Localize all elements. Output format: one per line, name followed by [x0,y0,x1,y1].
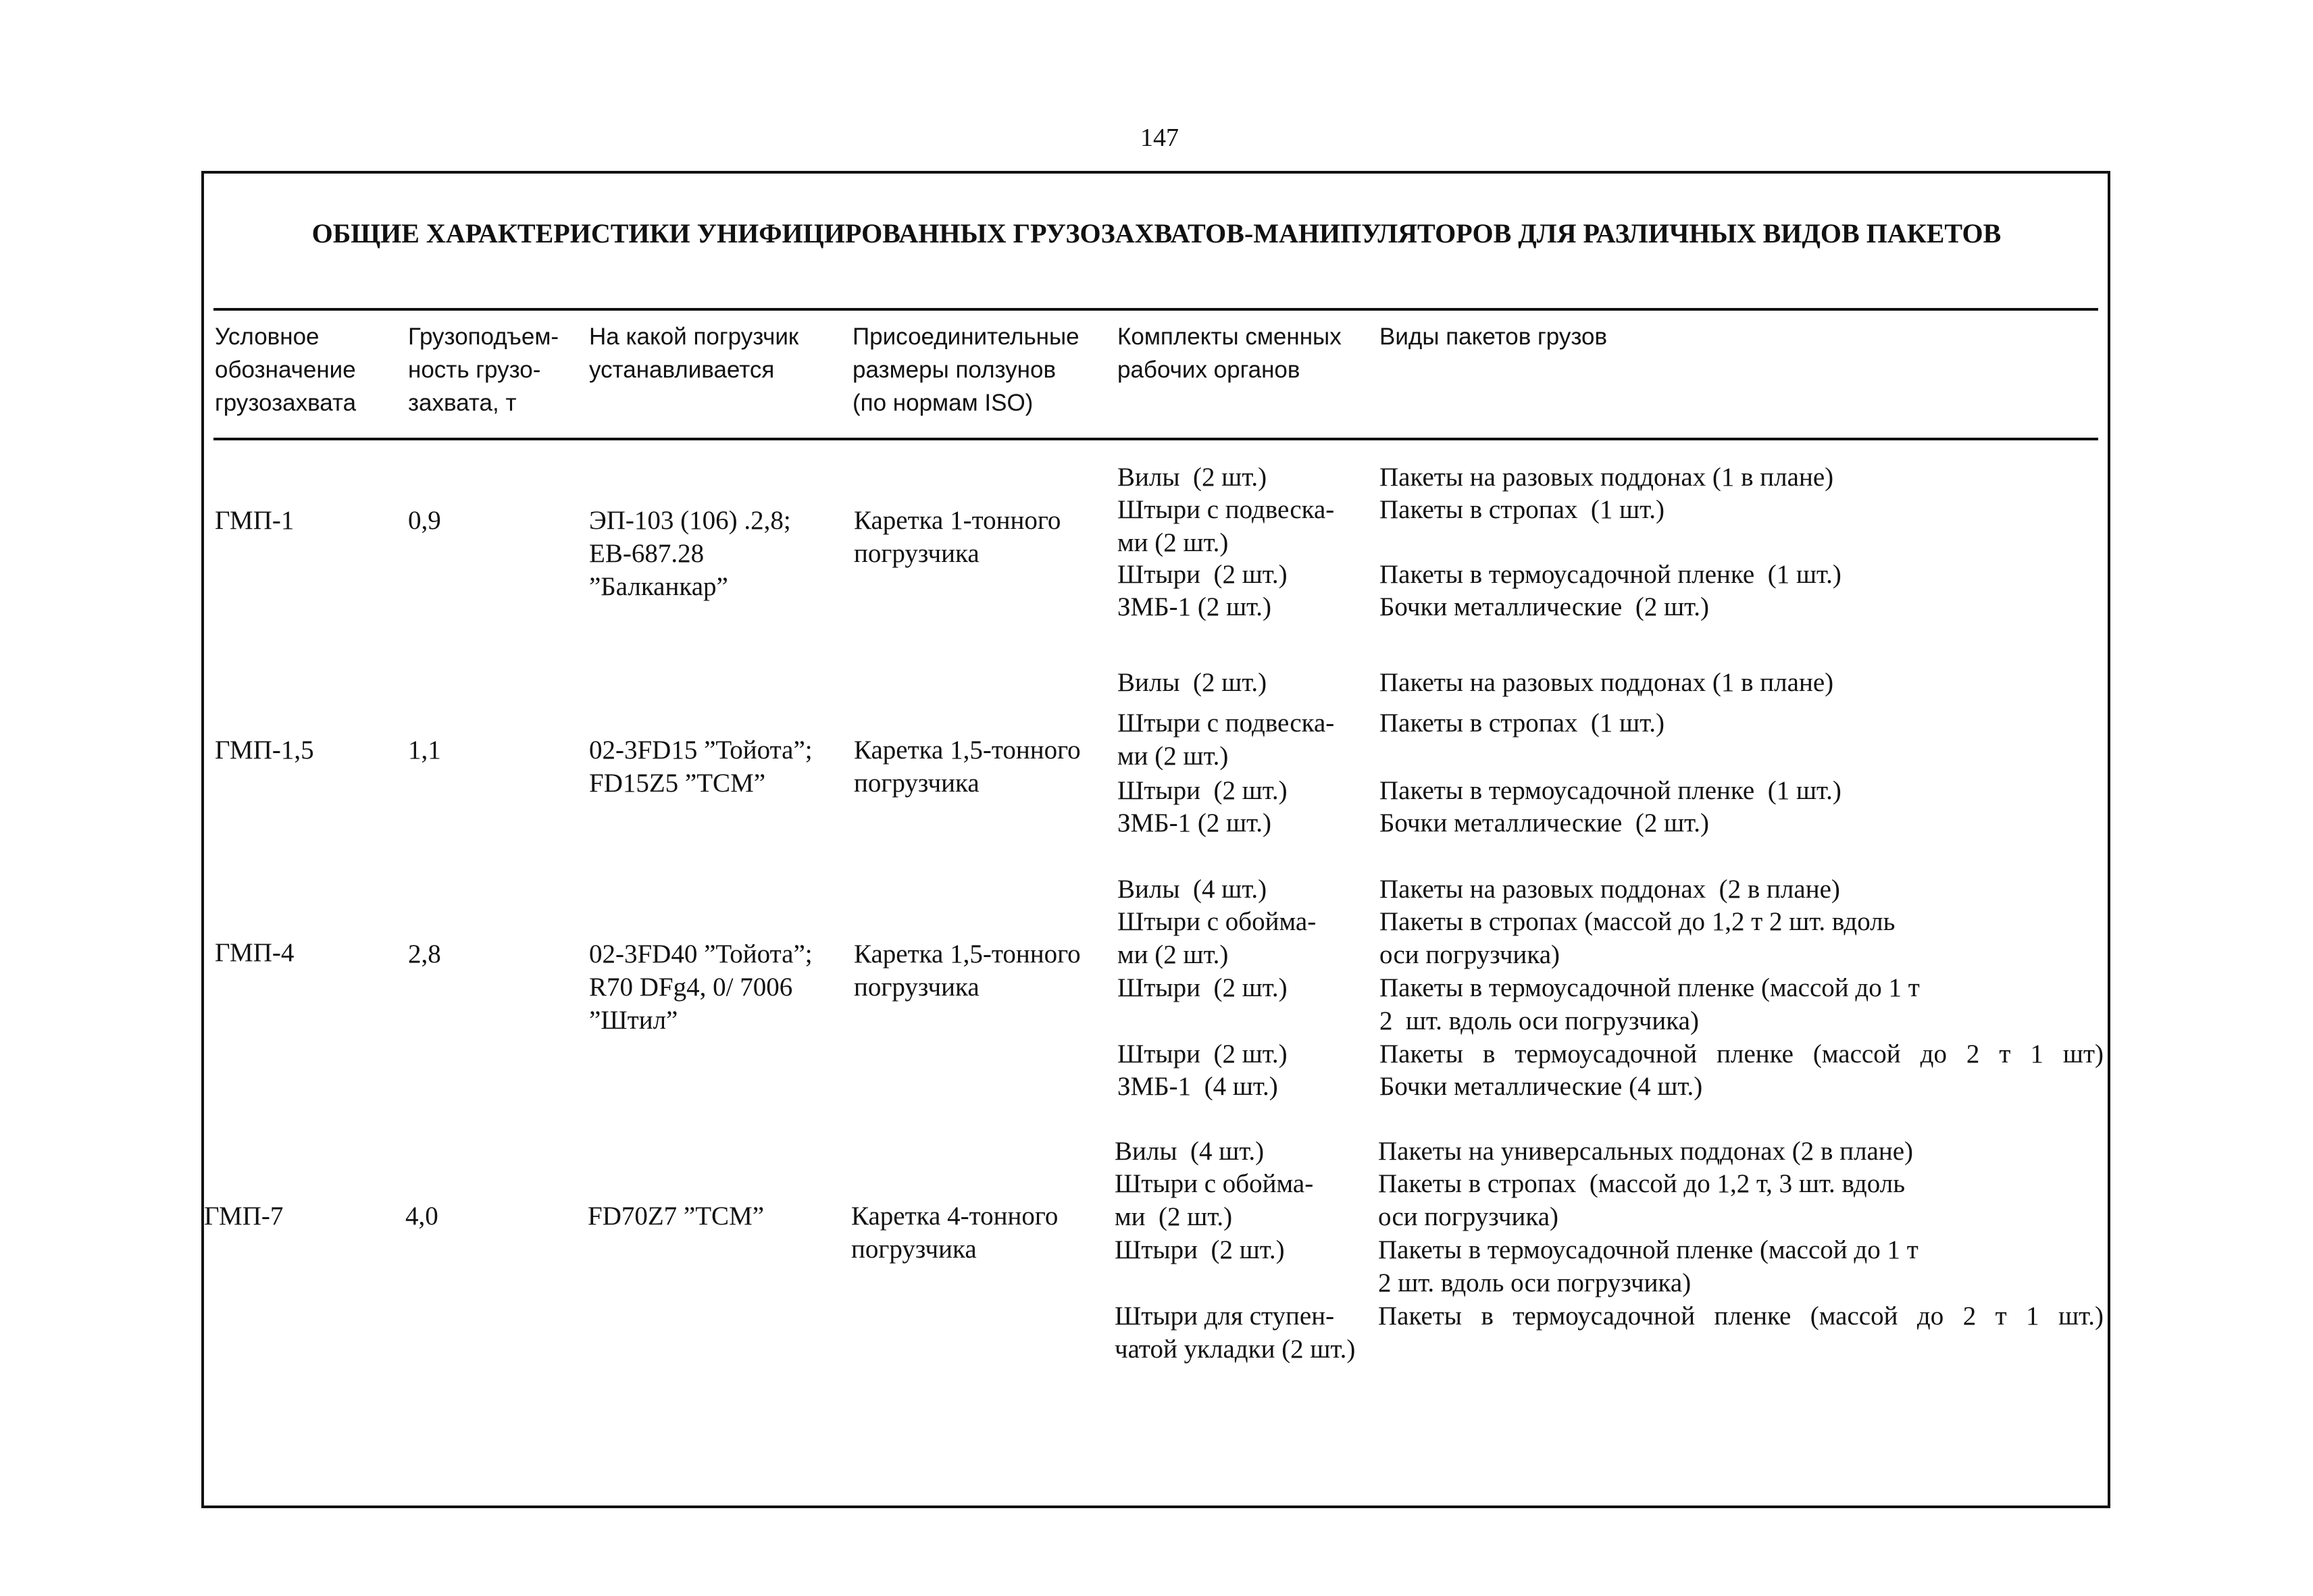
tool-item: Штыри (2 шт.) [1117,1039,1288,1069]
capacity-cell: 4,0 [405,1202,438,1231]
loader-cell: 02-3FD40 ”Тойота”; R70 DFg4, 0/ 7006 ”Штил” [589,939,813,1035]
sizes-cell: Каретка 4-тонного погрузчика [851,1202,1059,1264]
package-item: Пакеты в термоусадочной пленке (1 шт.) [1379,560,1841,589]
column-header-capacity: Грузоподъем- ность грузо- захвата, т [408,324,559,416]
capacity-cell: 0,9 [408,506,441,535]
tool-item: Штыри с обойма- ми (2 шт.) [1117,907,1317,969]
loader-cell: 02-3FD15 ”Тойота”; FD15Z5 ”ТСМ” [589,736,813,798]
package-item: Бочки металлические (2 шт.) [1379,592,1709,621]
tool-item: Штыри (2 шт.) [1117,973,1288,1002]
designation-cell: ГМП-1 [215,506,295,535]
loader-cell: FD70Z7 ”ТСМ” [588,1202,765,1231]
package-item: Бочки металлические (4 шт.) [1379,1072,1703,1101]
tool-item: Штыри (2 шт.) [1115,1235,1285,1264]
package-item: Пакеты на разовых поддонах (2 в плане) [1379,875,1840,904]
package-item: Пакеты в термоусадочной пленке (массой до 2 т 1 шт.) [1378,1302,2104,1331]
package-item: Пакеты в стропах (1 шт.) [1379,495,1665,524]
tool-item: Штыри с подвеска- ми (2 шт.) [1117,495,1335,557]
tool-item: Вилы (4 шт.) [1117,875,1267,904]
designation-cell: ГМП-1,5 [215,736,314,765]
package-item: Пакеты в термоусадочной пленке (массой до 1 т 2 шт. вдоль оси погрузчика) [1378,1235,1918,1297]
designation-cell: ГМП-7 [204,1202,284,1231]
tool-item: Штыри с подвеска- ми (2 шт.) [1117,709,1335,771]
capacity-cell: 2,8 [408,939,441,969]
tool-item: Штыри (2 шт.) [1117,560,1288,589]
tool-item: ЗМБ-1 (2 шт.) [1117,592,1271,621]
sizes-cell: Каретка 1,5-тонного погрузчика [854,939,1081,1002]
header-top-rule [213,308,2098,311]
designation-cell: ГМП-4 [215,938,295,967]
column-header-designation: Условное обозначение грузозахвата [215,324,357,416]
sizes-cell: Каретка 1-тонного погрузчика [854,506,1061,568]
package-item: Пакеты на универсальных поддонах (2 в плане) [1378,1137,1914,1166]
column-header-loader: На какой погрузчик устанавливается [589,324,799,383]
package-item: Пакеты в стропах (массой до 1,2 т, 3 шт. вдоль оси погрузчика) [1378,1169,1905,1231]
package-item: Пакеты в стропах (1 шт.) [1379,709,1665,738]
tool-item: Вилы (2 шт.) [1117,668,1267,697]
column-header-packages: Виды пакетов грузов [1379,324,1608,350]
tool-item: Вилы (4 шт.) [1115,1137,1265,1166]
package-item: Бочки металлические (2 шт.) [1379,808,1709,838]
column-header-tools: Комплекты сменных рабочих органов [1117,324,1342,383]
page-number: 147 [1140,124,1179,152]
tool-item: ЗМБ-1 (2 шт.) [1117,808,1271,838]
column-header-sizes: Присоединительные размеры ползунов (по нормам ISO) [853,324,1079,416]
header-bottom-rule [213,438,2098,440]
table-title: ОБЩИЕ ХАРАКТЕРИСТИКИ УНИФИЦИРОВАННЫХ ГРУЗОЗАХВАТОВ-МАНИПУЛЯТОРОВ ДЛЯ РАЗЛИЧНЫХ ВИДОВ ПАКЕТОВ [311,218,2002,249]
capacity-cell: 1,1 [408,736,441,765]
tool-item: Штыри для ступен- чатой укладки (2 шт.) [1115,1302,1356,1364]
package-item: Пакеты в термоусадочной пленке (массой до 2 т 1 шт) [1379,1039,2104,1069]
package-item: Пакеты на разовых поддонах (1 в плане) [1379,463,1834,492]
sizes-cell: Каретка 1,5-тонного погрузчика [854,736,1081,798]
package-item: Пакеты в термоусадочной пленке (массой до 1 т 2 шт. вдоль оси погрузчика) [1379,973,1920,1035]
tool-item: ЗМБ-1 (4 шт.) [1117,1072,1278,1101]
tool-item: Вилы (2 шт.) [1117,463,1267,492]
package-item: Пакеты в стропах (массой до 1,2 т 2 шт. вдоль оси погрузчика) [1379,907,1896,969]
package-item: Пакеты в термоусадочной пленке (1 шт.) [1379,776,1841,805]
loader-cell: ЭП-103 (106) .2,8; ЕВ-687.28 ”Балканкар” [589,506,791,601]
package-item: Пакеты на разовых поддонах (1 в плане) [1379,668,1834,697]
tool-item: Штыри (2 шт.) [1117,776,1288,805]
tool-item: Штыри с обойма- ми (2 шт.) [1115,1169,1314,1231]
